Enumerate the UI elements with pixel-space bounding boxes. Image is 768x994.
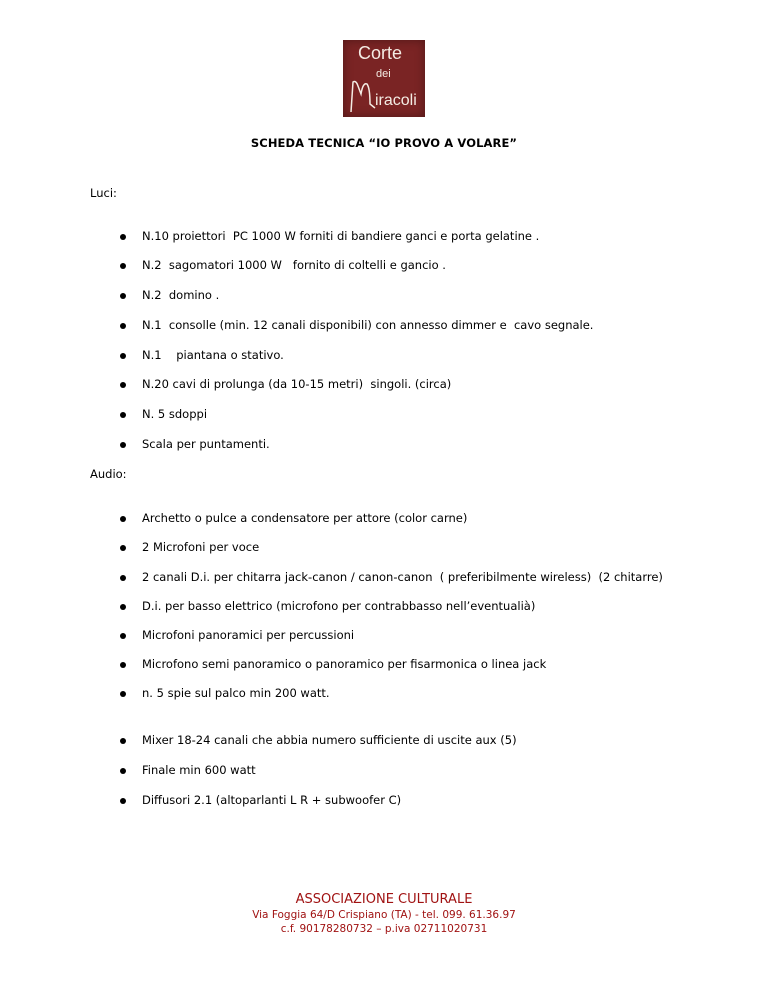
section-label-audio: Audio: (90, 467, 127, 481)
list-item-text: Microfono semi panoramico o panoramico per fisarmonica o linea jack (142, 657, 547, 671)
list-item-text: 2 Microfoni per voce (142, 540, 260, 554)
logo-line-3: iracoli (375, 92, 417, 109)
list-item-text: n. 5 spie sul palco min 200 watt. (142, 686, 330, 700)
list-item-text: D.i. per basso elettrico (microfono per contrabbasso nell’eventualià) (142, 599, 536, 613)
bullet-icon (120, 293, 126, 299)
bullet-icon (120, 633, 126, 639)
corte-dei-miracoli-logo (343, 40, 425, 117)
footer-association-name: ASSOCIAZIONE CULTURALE (295, 892, 473, 907)
logo-line-2: dei (376, 68, 391, 80)
list-item-text: N.10 proiettori PC 1000 W forniti di bandiere ganci e porta gelatine . (142, 229, 540, 243)
list-item-text: N.1 piantana o stativo. (142, 348, 284, 362)
list-item-text: Microfoni panoramici per percussioni (142, 628, 355, 642)
list-item-text: N. 5 sdoppi (142, 407, 208, 421)
bullet-icon (120, 234, 126, 240)
logo-m-glyph-icon (348, 78, 378, 114)
bullet-icon (120, 382, 126, 388)
bullet-icon (120, 353, 126, 359)
bullet-icon (120, 662, 126, 668)
bullet-icon (120, 545, 126, 551)
bullet-icon (120, 263, 126, 269)
list-item-text: N.20 cavi di prolunga (da 10-15 metri) singoli. (circa) (142, 377, 452, 391)
list-item-text: Scala per puntamenti. (142, 437, 270, 451)
list-item-text: Archetto o pulce a condensatore per attore (color carne) (142, 511, 468, 525)
bullet-icon (120, 442, 126, 448)
page-title: SCHEDA TECNICA “IO PROVO A VOLARE” (250, 136, 518, 150)
bullet-icon (120, 516, 126, 522)
list-item-text: N.1 consolle (min. 12 canali disponibili) con annesso dimmer e cavo segnale. (142, 318, 594, 332)
list-item-text: Diffusori 2.1 (altoparlanti L R + subwoofer C) (142, 793, 402, 807)
bullet-icon (120, 738, 126, 744)
bullet-icon (120, 412, 126, 418)
list-item-text: N.2 domino . (142, 288, 220, 302)
bullet-icon (120, 575, 126, 581)
bullet-icon (120, 323, 126, 329)
bullet-icon (120, 604, 126, 610)
list-item-text: N.2 sagomatori 1000 W fornito di coltelli e gancio . (142, 258, 446, 272)
list-item-text: Mixer 18-24 canali che abbia numero sufficiente di uscite aux (5) (142, 733, 517, 747)
footer-address: Via Foggia 64/D Crispiano (TA) - tel. 099. 61.36.97 (252, 909, 516, 921)
list-item-text: 2 canali D.i. per chitarra jack-canon / canon-canon ( preferibilmente wireless) (2 chitarre) (142, 570, 663, 584)
bullet-icon (120, 768, 126, 774)
bullet-icon (120, 798, 126, 804)
logo-line-1: Corte (358, 43, 403, 63)
bullet-icon (120, 691, 126, 697)
footer-tax-ids: c.f. 90178280732 – p.iva 02711020731 (280, 923, 488, 935)
section-label-luci: Luci: (90, 186, 117, 200)
footer (0, 892, 768, 936)
list-item-text: Finale min 600 watt (142, 763, 256, 777)
